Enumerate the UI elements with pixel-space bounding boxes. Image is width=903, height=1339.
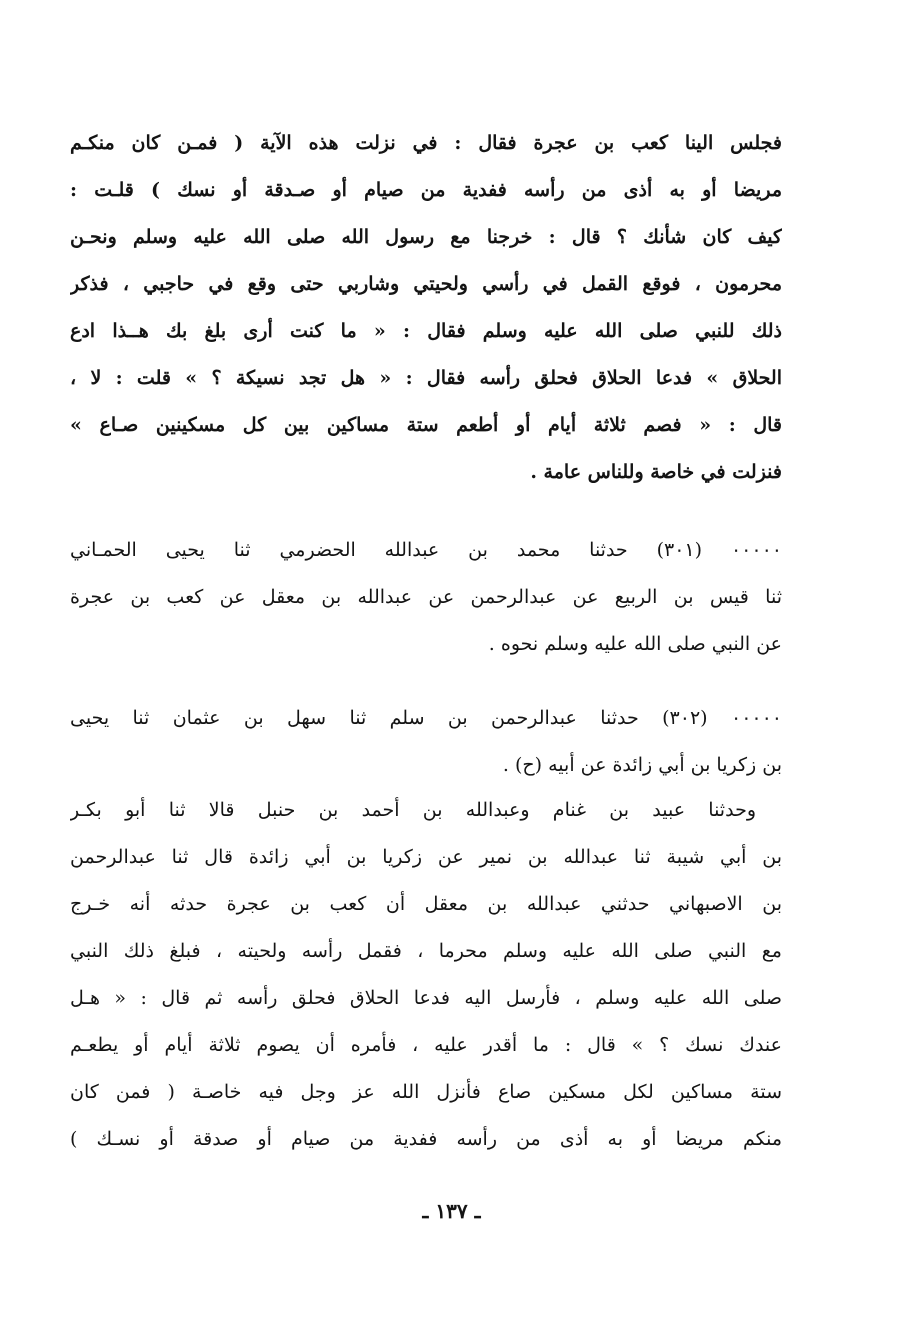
text-line: عن النبي صلى الله عليه وسلم نحوه . [488,633,782,655]
text-line: ستة مساكين لكل مسكين صاع فأنزل الله عز وجل فيه خاصـة ( فمن كان [70,1081,782,1103]
paragraph-1 [70,120,782,496]
text-line: مريضا أو به أذى من رأسه ففدية من صيام أو صـدقة أو نسك ) قلـت : [70,179,782,201]
text-line: منكم مريضا أو به أذى من رأسه ففدية من صيام أو صدقة أو نسـك ) [70,1128,782,1150]
paragraph-4 [70,787,782,1163]
page-number: ـ ١٣٧ ـ [422,1199,481,1223]
text-line: كيف كان شأنك ؟ قال : خرجنا مع رسول الله صلى الله عليه وسلم ونحـن [70,226,782,248]
text-line: بن أبي شيبة ثنا عبدالله بن نمير عن زكريا بن أبي زائدة قال ثنا عبدالرحمن [70,846,782,868]
text-line: ٠٠٠٠٠ (٣٠١) حدثنا محمد بن عبدالله الحضرمي ثنا يحيى الحمـاني [70,539,782,561]
text-line: محرمون ، فوقع القمل في رأسي ولحيتي وشاربي حتى وقع في حاجبي ، فذكر [70,273,782,295]
text-line: مع النبي صلى الله عليه وسلم محرما ، فقمل رأسه ولحيته ، فبلغ ذلك النبي [70,940,782,962]
text-line: الحلاق » فدعا الحلاق فحلق رأسه فقال : « هل تجد نسيكة ؟ » قلت : لا ، [70,367,782,389]
text-line: بن زكريا بن أبي زائدة عن أبيه (ح) . [502,754,782,776]
text-line: ثنا قيس بن الربيع عن عبدالرحمن عن عبدالله بن معقل عن كعب بن عجرة [70,586,782,608]
text-line: فنزلت في خاصة وللناس عامة . [530,461,782,483]
text-line: صلى الله عليه وسلم ، فأرسل اليه فدعا الحلاق فحلق رأسه ثم قال : « هـل [70,987,782,1009]
text-line: فجلس الينا كعب بن عجرة فقال : في نزلت هذه الآية ( فمـن كان منكـم [70,132,782,154]
text-line: بن الاصبهاني حدثني عبدالله بن معقل أن كعب بن عجرة حدثه أنه خـرج [70,893,782,915]
text-line: عندك نسك ؟ » قال : ما أقدر عليه ، فأمره أن يصوم ثلاثة أيام أو يطعـم [70,1034,782,1056]
text-line: وحدثنا عبيد بن غنام وعبدالله بن أحمد بن حنبل قالا ثنا أبو بكـر [70,799,756,821]
text-line: قال : « فصم ثلاثة أيام أو أطعم ستة مساكين بين كل مسكينين صـاع » [70,414,782,436]
text-line: ذلك للنبي صلى الله عليه وسلم فقال : « ما كنت أرى بلغ بك هــذا ادع [70,320,782,342]
paragraph-2 [70,527,782,668]
text-line: ٠٠٠٠٠ (٣٠٢) حدثنا عبدالرحمن بن سلم ثنا سهل بن عثمان ثنا يحيى [70,707,782,729]
paragraph-3 [70,695,782,789]
